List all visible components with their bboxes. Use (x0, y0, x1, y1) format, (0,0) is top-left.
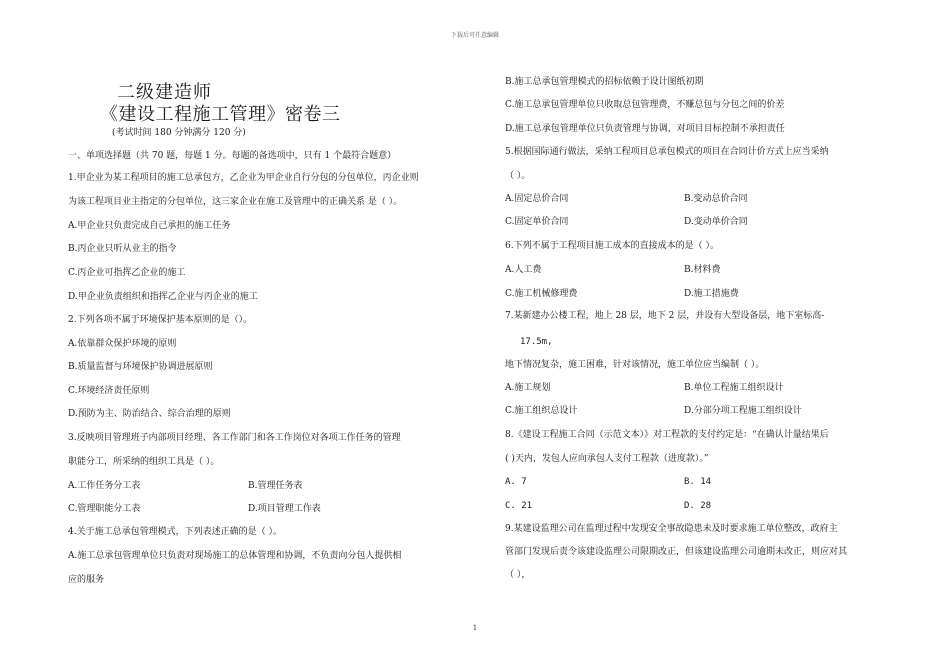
question-6-option-b: B.材料费 (684, 265, 721, 275)
question-6-option-a: A.人工费 (505, 265, 542, 275)
question-3-line-2: 职能分工，所采纳的组织工具是（ ）。 (68, 457, 220, 467)
question-7-option-a: A.施工规划 (505, 383, 551, 393)
page-number: 1 (472, 624, 478, 632)
question-7-option-c: C.施工组织总设计 (505, 406, 578, 416)
question-5-line-1: 5.根据国际通行做法，采纳工程项目总承包模式的项目在合同计价方式上应当采纳 (505, 147, 829, 157)
question-2-option-d: D.预防为主、防治结合、综合治理的原则 (68, 409, 231, 419)
header-note: 下载后可任意编辑 (450, 32, 499, 39)
question-4-option-b: B.施工总承包管理模式的招标依赖于设计图纸初期 (505, 77, 704, 87)
question-1-line-2: 为该工程项目业主指定的分包单位，这三家企业在施工及管理中的正确关系 是（ ）。 (68, 197, 403, 207)
question-5-line-2: （ ）。 (505, 171, 531, 181)
question-4-option-a-line-2: 应的服务 (68, 575, 105, 585)
question-3-line-1: 3.反映项目管理班子内部项目经理、各工作部门和各工作岗位对各项工作任务的管理 (68, 433, 401, 443)
question-5-option-d: D.变动单价合同 (684, 217, 748, 227)
title-line-2: 《建设工程施工管理》密卷三 (100, 104, 341, 125)
question-1-line-1: 1.甲企业为某工程项目的施工总承包方，乙企业为甲企业自行分包的分包单位，丙企业则 (68, 173, 419, 183)
question-7-line-3: 地下情况复杂，施工困难，针对该情况，施工单位应当编制（ ）。 (505, 360, 765, 370)
question-3-option-b: B.管理任务表 (248, 481, 303, 491)
question-6: 6.下列不属于工程项目施工成本的直接成本的是（ ）。 (505, 241, 719, 251)
question-2-option-c: C.环境经济责任原则 (68, 386, 150, 396)
question-1-option-d: D.甲企业负责组织和指挥乙企业与丙企业的施工 (68, 292, 258, 302)
question-2: 2.下列各项不属于环境保护基本原则的是（）。 (68, 315, 253, 325)
question-6-option-d: D.施工措施费 (684, 289, 739, 299)
question-2-option-a: A.依靠群众保护环境的原则 (68, 339, 177, 349)
question-4-option-c: C.施工总承包管理单位只收取总包管理费，不赚总包与分包之间的价差 (505, 100, 785, 110)
question-5-option-c: C.固定单价合同 (505, 217, 569, 227)
question-3-option-a: A.工作任务分工表 (68, 481, 141, 491)
question-8-option-b: B. 14 (684, 477, 712, 487)
question-7-option-d: D.分部分项工程施工组织设计 (684, 406, 802, 416)
question-1-option-a: A.甲企业只负责完成自己承担的施工任务 (68, 221, 231, 231)
question-4-option-d: D.施工总承包管理单位只负责管理与协调，对项目目标控制不承担责任 (505, 124, 785, 134)
question-8-option-d: D. 28 (684, 501, 712, 511)
question-1-option-c: C.丙企业可指挥乙企业的施工 (68, 268, 186, 278)
question-7-option-b: B.单位工程施工组织设计 (684, 383, 784, 393)
question-8-line-2: ( )天内，发包人应向承包人支付工程款（进度款）。” (505, 454, 709, 464)
question-7-line-1: 7.某新建办公楼工程，地上 28 层，地下 2 层，并设有大型设备层，地下室标高- (505, 311, 825, 321)
question-3-option-c: C.管理职能分工表 (68, 504, 141, 514)
question-2-option-b: B.质量监督与环境保护协调进展原则 (68, 362, 213, 372)
title-line-1: 二级建造师 (117, 82, 212, 103)
question-6-option-c: C.施工机械修理费 (505, 289, 578, 299)
question-8-line-1: 8.《建设工程施工合同（示范文本）》对工程款的支付约定是：“在确认计量结果后 (505, 430, 829, 440)
question-5-option-a: A.固定总价合同 (505, 194, 569, 204)
question-9-line-3: （ ）， (505, 570, 531, 580)
question-4: 4.关于施工总承包管理模式，下列表述正确的是（ ）。 (68, 527, 282, 537)
question-9-line-2: 管部门发现后责令该建设监理公司限期改正，但该建设监理公司逾期未改正，则应对其 (505, 547, 848, 557)
question-1-option-b: B.丙企业只听从业主的指令 (68, 244, 177, 254)
exam-subtitle: (考试时间 180 分钟满分 120 分) (112, 128, 246, 138)
section-heading: 一、单项选择题（共 70 题，每题 1 分。每题的备选项中，只有 1 个最符合题意） (68, 151, 397, 161)
question-8-option-c: C. 21 (505, 501, 533, 511)
question-9-line-1: 9.某建设监理公司在监理过程中发现安全事故隐患未及时要求施工单位整改，政府主 (505, 524, 838, 534)
question-5-option-b: B.变动总价合同 (684, 194, 748, 204)
question-3-option-d: D.项目管理工作表 (248, 504, 321, 514)
question-8-option-a: A. 7 (505, 477, 527, 487)
question-4-option-a-line-1: A.施工总承包管理单位只负责对现场施工的总体管理和协调，不负责向分包人提供相 (68, 551, 402, 561)
question-7-line-2: 17.5m, (520, 337, 553, 347)
